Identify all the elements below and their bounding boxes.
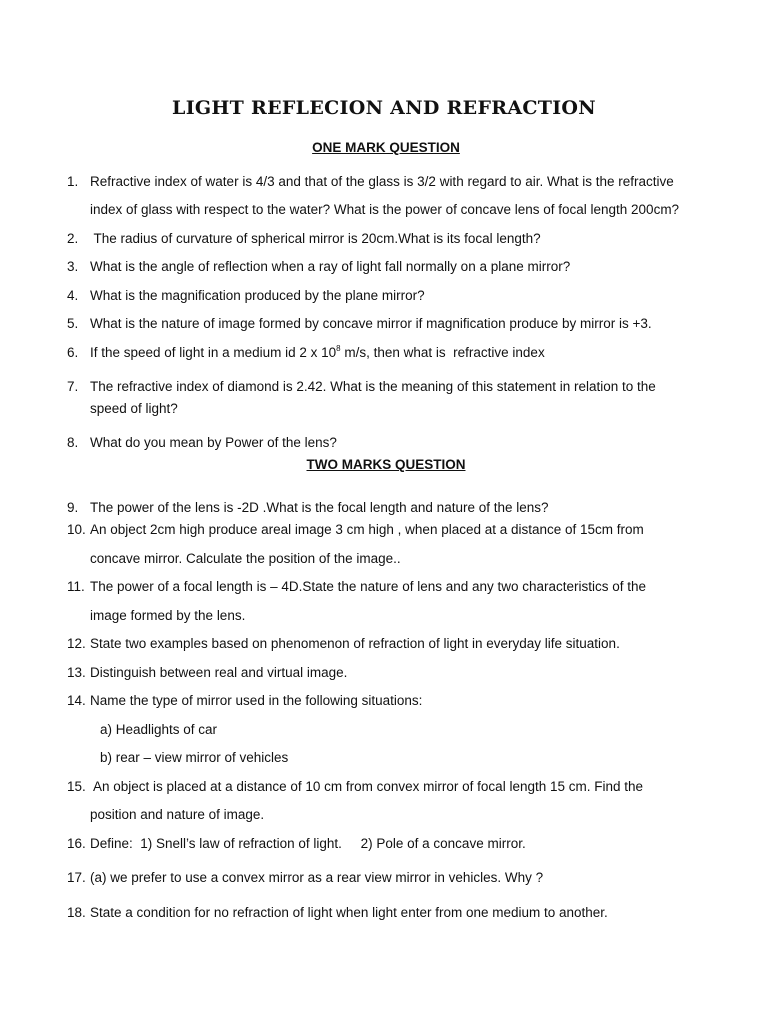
question-text: The power of a focal length is – 4D.State the nature of lens and any two characteristics of the [90,579,647,594]
question-number: 16. [67,836,86,851]
exponent: 8 [336,344,341,353]
question-text: Distinguish between real and virtual image. [90,665,348,680]
question-1-continuation: index of glass with respect to the water? What is the power of concave lens of focal length 200cm? [90,202,680,217]
question-number: 17. [67,870,86,885]
question-14-option-b: b) rear – view mirror of vehicles [100,750,289,765]
question-text: What do you mean by Power of the lens? [90,435,337,450]
question-14-option-a: a) Headlights of car [100,722,218,737]
document-title: LIGHT REFLECION AND REFRACTION [172,97,596,119]
question-number: 14. [67,693,86,708]
question-number: 5. [67,316,79,331]
question-text-part: m/s, then what is refractive index [340,345,545,360]
question-number: 13. [67,665,86,680]
question-7-continuation: speed of light? [90,401,178,416]
question-text: The power of the lens is -2D .What is the focal length and nature of the lens? [90,500,549,515]
question-text: The radius of curvature of spherical mirror is 20cm.What is its focal length? [90,231,541,246]
question-10-continuation: concave mirror. Calculate the position of the image.. [90,551,401,566]
question-number: 12. [67,636,86,651]
question-text: What is the nature of image formed by concave mirror if magnification produce by mirror is +3. [90,316,652,331]
question-number: 2. [67,231,79,246]
question-text: What is the magnification produced by the plane mirror? [90,288,425,303]
question-text: Refractive index of water is 4/3 and that of the glass is 3/2 with regard to air. What is the refractive [90,174,674,189]
question-text [90,345,710,361]
question-number: 3. [67,259,79,274]
one-mark-heading: ONE MARK QUESTION [312,140,460,155]
question-text: What is the angle of reflection when a ray of light fall normally on a plane mirror? [90,259,571,274]
question-number: 6. [67,345,79,360]
question-number: 10. [67,522,86,537]
question-number: 9. [67,500,79,515]
question-text: The refractive index of diamond is 2.42. What is the meaning of this statement in relation to the [90,379,656,394]
question-number: 15. [67,779,86,794]
question-number: 7. [67,379,79,394]
question-text: An object is placed at a distance of 10 cm from convex mirror of focal length 15 cm. Find the [90,779,644,794]
two-marks-heading: TWO MARKS QUESTION [306,457,466,472]
question-text-part: If the speed of light in a medium id 2 x 10 [90,345,337,360]
question-number: 8. [67,435,79,450]
question-number: 11. [67,579,85,594]
question-text: Name the type of mirror used in the following situations: [90,693,423,708]
question-text: Define: 1) Snell’s law of refraction of light. 2) Pole of a concave mirror. [90,836,526,851]
question-text: State a condition for no refraction of light when light enter from one medium to another. [90,905,608,920]
question-11-continuation: image formed by the lens. [90,608,246,623]
question-text: State two examples based on phenomenon of refraction of light in everyday life situation. [90,636,620,651]
question-number: 4. [67,288,79,303]
question-text: An object 2cm high produce areal image 3 cm high , when placed at a distance of 15cm from [90,522,644,537]
question-number: 18. [67,905,86,920]
question-text: (a) we prefer to use a convex mirror as a rear view mirror in vehicles. Why ? [90,870,544,885]
question-number: 1. [67,174,79,189]
question-15-continuation: position and nature of image. [90,807,265,822]
